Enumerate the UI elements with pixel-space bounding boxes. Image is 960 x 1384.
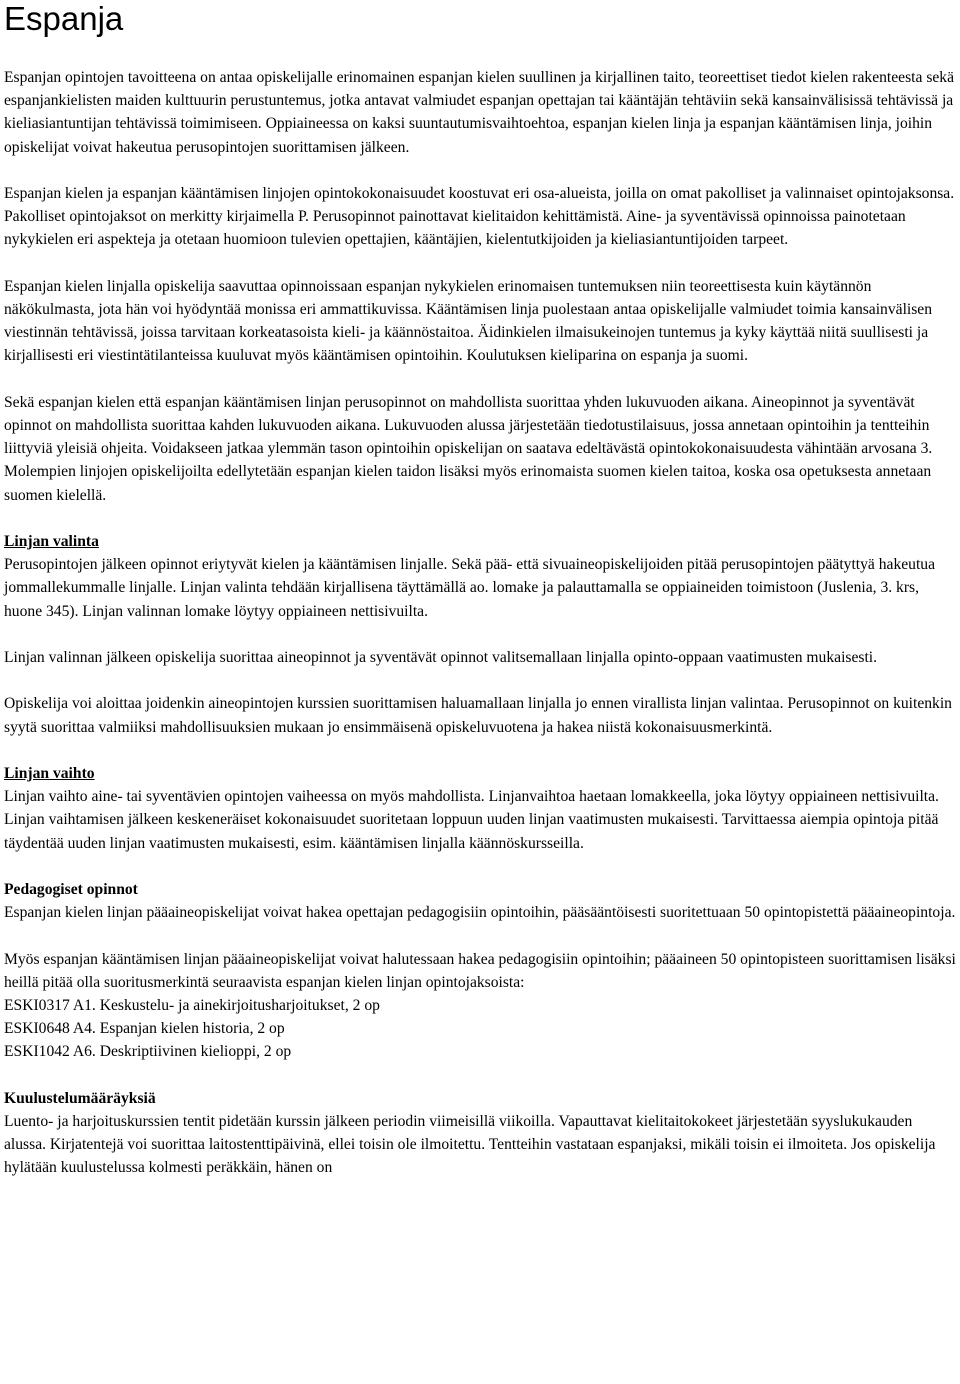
- course-list: [4, 994, 956, 1064]
- intro-paragraph-2: Espanjan kielen ja espanjan kääntämisen linjojen opintokokonaisuudet koostuvat eri osa-alueista, joilla on omat pakolliset ja valinnaiset opintojaksonsa. Pakolliset opintojaksot on merkitty kirjaimella P. Perusopinnot painottavat kielitaidon kehittämistä. Aine- ja syventävissä opinnoissa painotetaan nykykielen eri aspekteja ja otetaan huomioon tulevien opettajien, kääntäjien, kielentutkijoiden ja kieliasiantuntijoiden tarpeet.: [4, 185, 955, 249]
- course-item: ESKI0317 A1. Keskustelu- ja ainekirjoitusharjoitukset, 2 op: [4, 996, 380, 1014]
- section-paragraph: Opiskelija voi aloittaa joidenkin aineopintojen kurssien suorittamisen haluamallaan linjalla jo ennen virallista linjan valintaa. Perusopinnot on kuitenkin syytä suorittaa valmiiksi mahdollisuuksien mukaan jo ensimmäisenä opiskeluvuotena ja hakea niistä kokonaisuusmerkintä.: [4, 695, 952, 736]
- course-item: ESKI0648 A4. Espanjan kielen historia, 2 op: [4, 1020, 285, 1038]
- section-paragraph: Linjan vaihto aine- tai syventävien opintojen vaiheessa on myös mahdollista. Linjanvaihtoa haetaan lomakkeella, joka löytyy oppiaineen nettisivuilta. Linjan vaihtamisen jälkeen keskeneräiset kokonaisuudet suoritetaan loppuun uuden linjan vaatimusten mukaisesti. Tarvittaessa aiempia opintoja pitää täydentää uuden linjan vaatimusten mukaisesti, esim. kääntämisen linjalla käännöskursseilla.: [4, 788, 939, 852]
- section-heading: Linjan vaihto: [4, 764, 95, 782]
- course-item: ESKI1042 A6. Deskriptiivinen kielioppi, 2 op: [4, 1043, 292, 1061]
- intro-paragraph-4a: Sekä espanjan kielen että espanjan kääntämisen linjan perusopinnot on mahdollista suorittaa yhden lukuvuoden aikana. Aineopinnot ja syventävät opinnot on mahdollista suorittaa kahden lukuvuoden aikana. Lukuvuoden alussa järjestetään tiedotustilaisuus, jossa annetaan opintoihin ja tentteihin liittyviä yleisiä ohjeita. Voidakseen jatkaa ylemmän tason opintoihin opiskelijan on saatava edeltävästä opintokokonaisuudesta vähintään arvosana 3.: [4, 393, 933, 458]
- intro-paragraph-4b: Molempien linjojen opiskelijoilta edellytetään espanjan kielen taidon lisäksi myös erinomaista suomen kielen taitoa, koska osa opetuksesta annetaan suomen kielellä.: [4, 463, 932, 504]
- section-pedagogiset: [4, 878, 956, 1064]
- section-paragraph: Perusopintojen jälkeen opinnot eriytyvät kielen ja kääntämisen linjalle. Sekä pää- että sivuaineopiskelijoiden pitää perusopintojen päätyttyä hakeutua jommallekummalle linjalle. Linjan valinta tehdään kirjallisena täyttämällä ao. lomake ja palauttamalla se oppiaineiden toimistoon (Juslenia, 3. krs, huone 345). Linjan valinnan lomake löytyy oppiaineen nettisivuilta.: [4, 556, 936, 620]
- section-heading: Kuulustelumääräyksiä: [4, 1089, 156, 1107]
- section-linjan-valinta: [4, 530, 956, 739]
- section-heading: Pedagogiset opinnot: [4, 880, 138, 898]
- intro-paragraph-3: Espanjan kielen linjalla opiskelija saavuttaa opinnoissaan espanjan nykykielen erinomaisen tuntemuksen niin teoreettisesta kuin käytännön näkökulmasta, jota hän voi hyödyntää monissa eri ammattikuvissa. Kääntämisen linja puolestaan antaa opiskelijalle valmiudet toimia kansainvälisen viestinnän tehtävissä, joissa tarvitaan korkeatasoista kieli- ja käännöstaitoa. Äidinkielen ilmaisukeinojen tuntemus ja kyky käyttää niitä suullisesti ja kirjallisesti eri viestintätilanteissa kuuluvat myös kääntämisen opintoihin. Koulutuksen kieliparina on espanja ja suomi.: [4, 277, 933, 365]
- section-heading: Linjan valinta: [4, 533, 99, 550]
- section-paragraph: Myös espanjan kääntämisen linjan pääaineopiskelijat voivat halutessaan hakea pedagogisiin opintoihin; pääaineen 50 opintopisteen suorittamisen lisäksi heillä pitää olla suoritusmerkintä seuraavista espanjan kielen linjan opintojaksoista:: [4, 950, 956, 991]
- document-page: [4, 0, 956, 1203]
- section-kuulustelu: [4, 1087, 956, 1180]
- intro-paragraph-1: Espanjan opintojen tavoitteena on antaa opiskelijalle erinomainen espanjan kielen suullinen ja kirjallinen taito, teoreettiset tiedot kielen rakenteesta sekä espanjankielisten maiden kulttuurin perustuntemus, jotka antavat valmiudet espanjan opettajan tai kääntäjän tehtäviin sekä kansainvälisissä tehtävissä ja kieliasiantuntijan tehtävissä toimimiseen. Oppiaineessa on kaksi suuntautumisvaihtoehtoa, espanjan kielen linja ja espanjan kääntämisen linja, joihin opiskelijat voivat hakeutua perusopintojen suorittamisen jälkeen.: [4, 69, 955, 156]
- page-title: Espanja: [4, 0, 124, 37]
- section-paragraph: Linjan valinnan jälkeen opiskelija suorittaa aineopinnot ja syventävät opinnot valitsemallaan linjalla opinto-oppaan vaatimusten mukaisesti.: [4, 649, 878, 666]
- section-paragraph: Espanjan kielen linjan pääaineopiskelijat voivat hakea opettajan pedagogisiin opintoihin, pääsääntöisesti suoritettuaan 50 opintopistettä pääaineopintoja.: [4, 904, 956, 922]
- section-paragraph: Luento- ja harjoituskurssien tentit pidetään kurssin jälkeen periodin viimeisillä viikoilla. Vapauttavat kielitaitokokeet järjestetään syyslukukauden alussa. Kirjatentejä voi suorittaa laitostenttipäivinä, ellei toisin ole ilmoitettu. Tentteihin vastataan espanjaksi, mikäli toisin ei ilmoiteta. Jos opiskelija hylätään kuulustelussa kolmesti peräkkäin, hänen on: [4, 1112, 936, 1177]
- section-linjan-vaihto: [4, 762, 956, 855]
